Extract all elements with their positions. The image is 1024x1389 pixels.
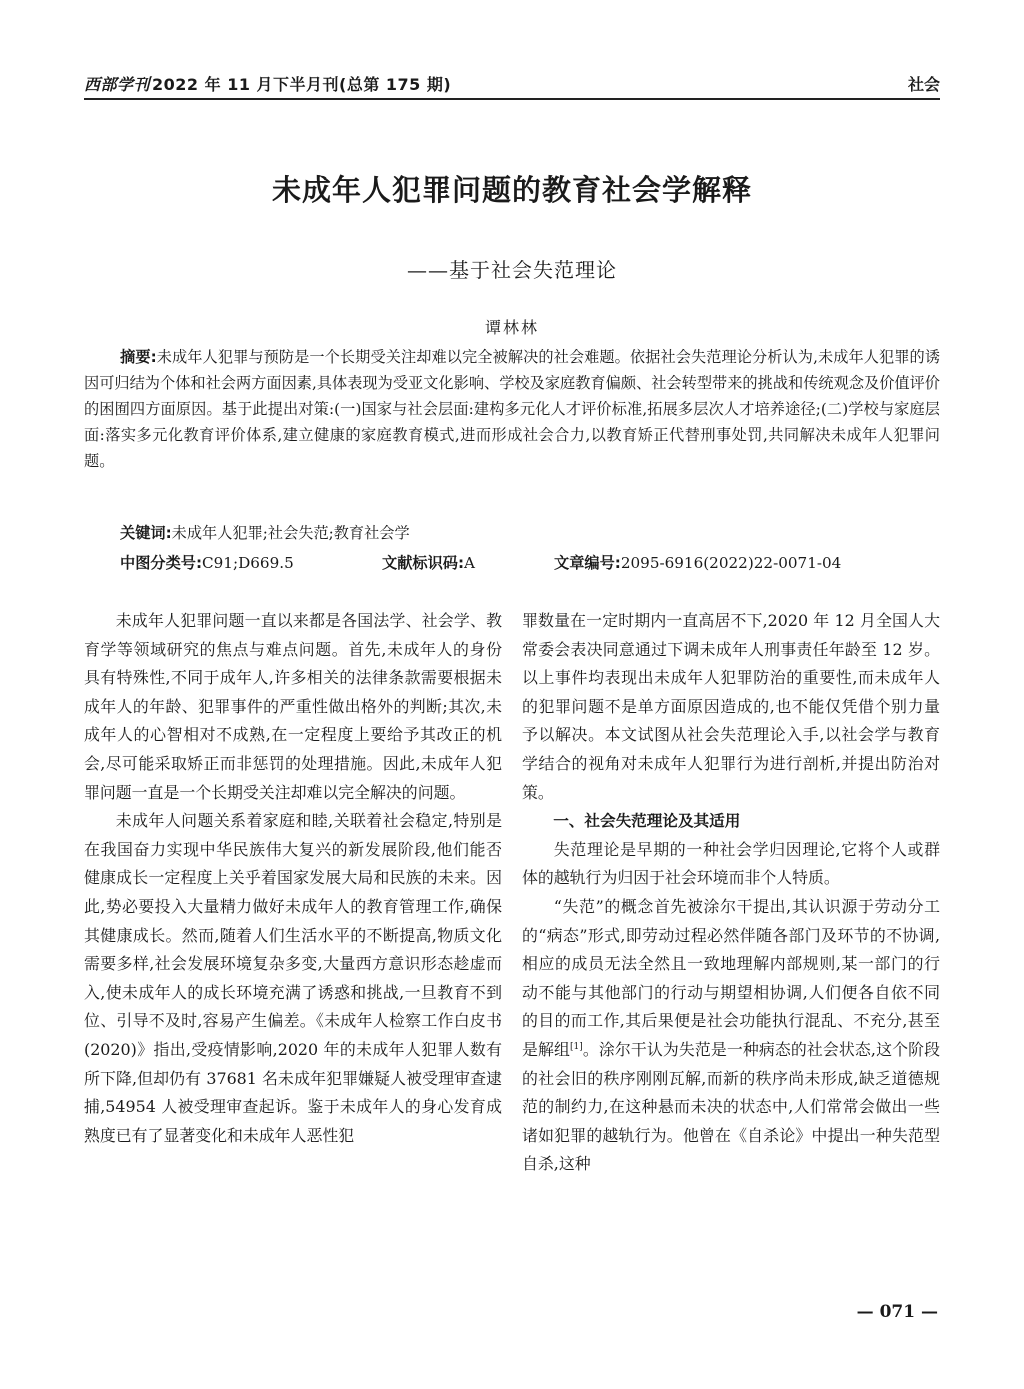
right-column xyxy=(522,607,940,1179)
page-number: — 071 — xyxy=(856,1302,938,1322)
journal-logo: 西部学刊 xyxy=(84,75,151,94)
abstract-text: 未成年人犯罪与预防是一个长期受关注却难以完全被解决的社会难题。依据社会失范理论分析认为,未成年人犯罪的诱因可归结为个体和社会两方面因素,具体表现为受亚文化影响、学校及家庭教育偏颇、社会转型带来的挑战和传统观念及价值评价的困囿四方面原因。基于此提出对策:(一)国家与社会层面:建构多元化人才评价标准,拓展多层次人才培养途径;(二)学校与家庭层面:落实多元化教育评价体系,建立健康的家庭教育模式,进而形成社会合力,以教育矫正代替刑事处罚,共同解决未成年人犯罪问题。 xyxy=(84,348,941,470)
keywords-label: 关键词: xyxy=(120,524,172,542)
keywords-line xyxy=(120,522,940,543)
running-header xyxy=(84,70,940,96)
article-no-value: 2095-6916(2022)22-0071-04 xyxy=(620,554,842,572)
article-subtitle: ——基于社会失范理论 xyxy=(407,258,617,282)
article-no-block xyxy=(554,552,841,573)
article-no-label: 文章编号: xyxy=(554,554,621,572)
clc-value: C91;D669.5 xyxy=(202,554,294,572)
body-paragraph: 失范理论是早期的一种社会学归因理论,它将个人或群体的越轨行为归因于社会环境而非个人特质。 xyxy=(522,839,940,888)
body-paragraph: 未成年人问题关系着家庭和睦,关联着社会稳定,特别是在我国奋力实现中华民族伟大复兴的新发展阶段,他们能否健康成长一定程度上关乎着国家发展大局和民族的未来。因此,势必要投入大量精力做好未成年人的教育管理工作,确保其健康成长。然而,随着人们生活水平的不断提高,物质文化需要多样,社会发展环境复杂多变,大量西方意识形态趁虚而入,使未成年人的成长环境充满了诱惑和挑战,一旦教育不到位、引导不及时,容易产生偏差。《未成年人检察工作白皮书(2020)》指出,受疫情影响,2020 年的未成年人犯罪人数有所下降,但却仍有 37681 名未成年犯罪嫌疑人被受理审查逮捕,54954 人被受理审查起诉。鉴于未成年人的身心发育成熟度已有了显著变化和未成年人恶性犯 xyxy=(84,811,502,1145)
paragraph-text: “失范”的概念首先被涂尔干提出,其认识源于劳动分工的“病态”形式,即劳动过程必然伴随各部门及环节的不协调,相应的成员无法全然且一致地理解内部规则,某一部门的行动不能与其他部门的行动与期望相协调,人们便各自依不同的目的而工作,其后果便是社会功能执行混乱、不充分,甚至是解组 xyxy=(522,896,940,1059)
header-divider xyxy=(84,98,940,100)
doc-code-block xyxy=(382,552,475,573)
body-paragraph: 罪数量在一定时期内一直高居不下,2020 年 12 月全国人大常委会表决同意通过下调未成年人刑事责任年龄至 12 岁。以上事件均表现出未成年人犯罪防治的重要性,而未成年人的犯罪问题不是单方面原因造成的,也不能仅凭借个别力量予以解决。本文试图从社会失范理论入手,以社会学与教育学结合的视角对未成年人犯罪行为进行剖析,并提出防治对策。 xyxy=(522,611,940,802)
paragraph-text: 。涂尔干认为失范是一种病态的社会状态,这个阶段的社会旧的秩序刚刚瓦解,而新的秩序尚未形成,缺乏道德规范的制约力,在这种悬而未决的状态中,人们常常会做出一些诸如犯罪的越轨行为。他曾在《自杀论》中提出一种失范型自杀,这种 xyxy=(522,1039,940,1174)
abstract xyxy=(84,344,940,474)
body-paragraph: 未成年人犯罪问题一直以来都是各国法学、社会学、教育学等领域研究的焦点与难点问题。首先,未成年人的身份具有特殊性,不同于成年人,许多相关的法律条款需要根据未成年人的年龄、犯罪事件的严重性做出格外的判断;其次,未成年人的心智相对不成熟,在一定程度上要给予其改正的机会,尽可能采取矫正而非惩罚的处理措施。因此,未成年人犯罪问题一直是一个长期受关注却难以完全解决的问题。 xyxy=(84,611,502,802)
issue-info: 2022 年 11 月下半月刊(总第 175 期) xyxy=(152,75,452,94)
section-heading: 一、社会失范理论及其适用 xyxy=(553,812,741,831)
doc-code-value: A xyxy=(464,554,475,572)
doc-code-label: 文献标识码: xyxy=(382,554,465,572)
citation-ref: [1] xyxy=(570,1041,583,1052)
clc-label: 中图分类号: xyxy=(120,554,203,572)
section-name: 社会 xyxy=(907,75,940,94)
article-title: 未成年人犯罪问题的教育社会学解释 xyxy=(271,173,752,207)
author-name: 谭林林 xyxy=(484,318,539,337)
clc-block xyxy=(120,552,294,573)
journal-issue-line xyxy=(84,72,451,95)
left-column xyxy=(84,607,502,1150)
keywords-text: 未成年人犯罪;社会失范;教育社会学 xyxy=(171,524,410,542)
body-paragraph xyxy=(522,893,940,1179)
abstract-label: 摘要: xyxy=(120,348,157,366)
